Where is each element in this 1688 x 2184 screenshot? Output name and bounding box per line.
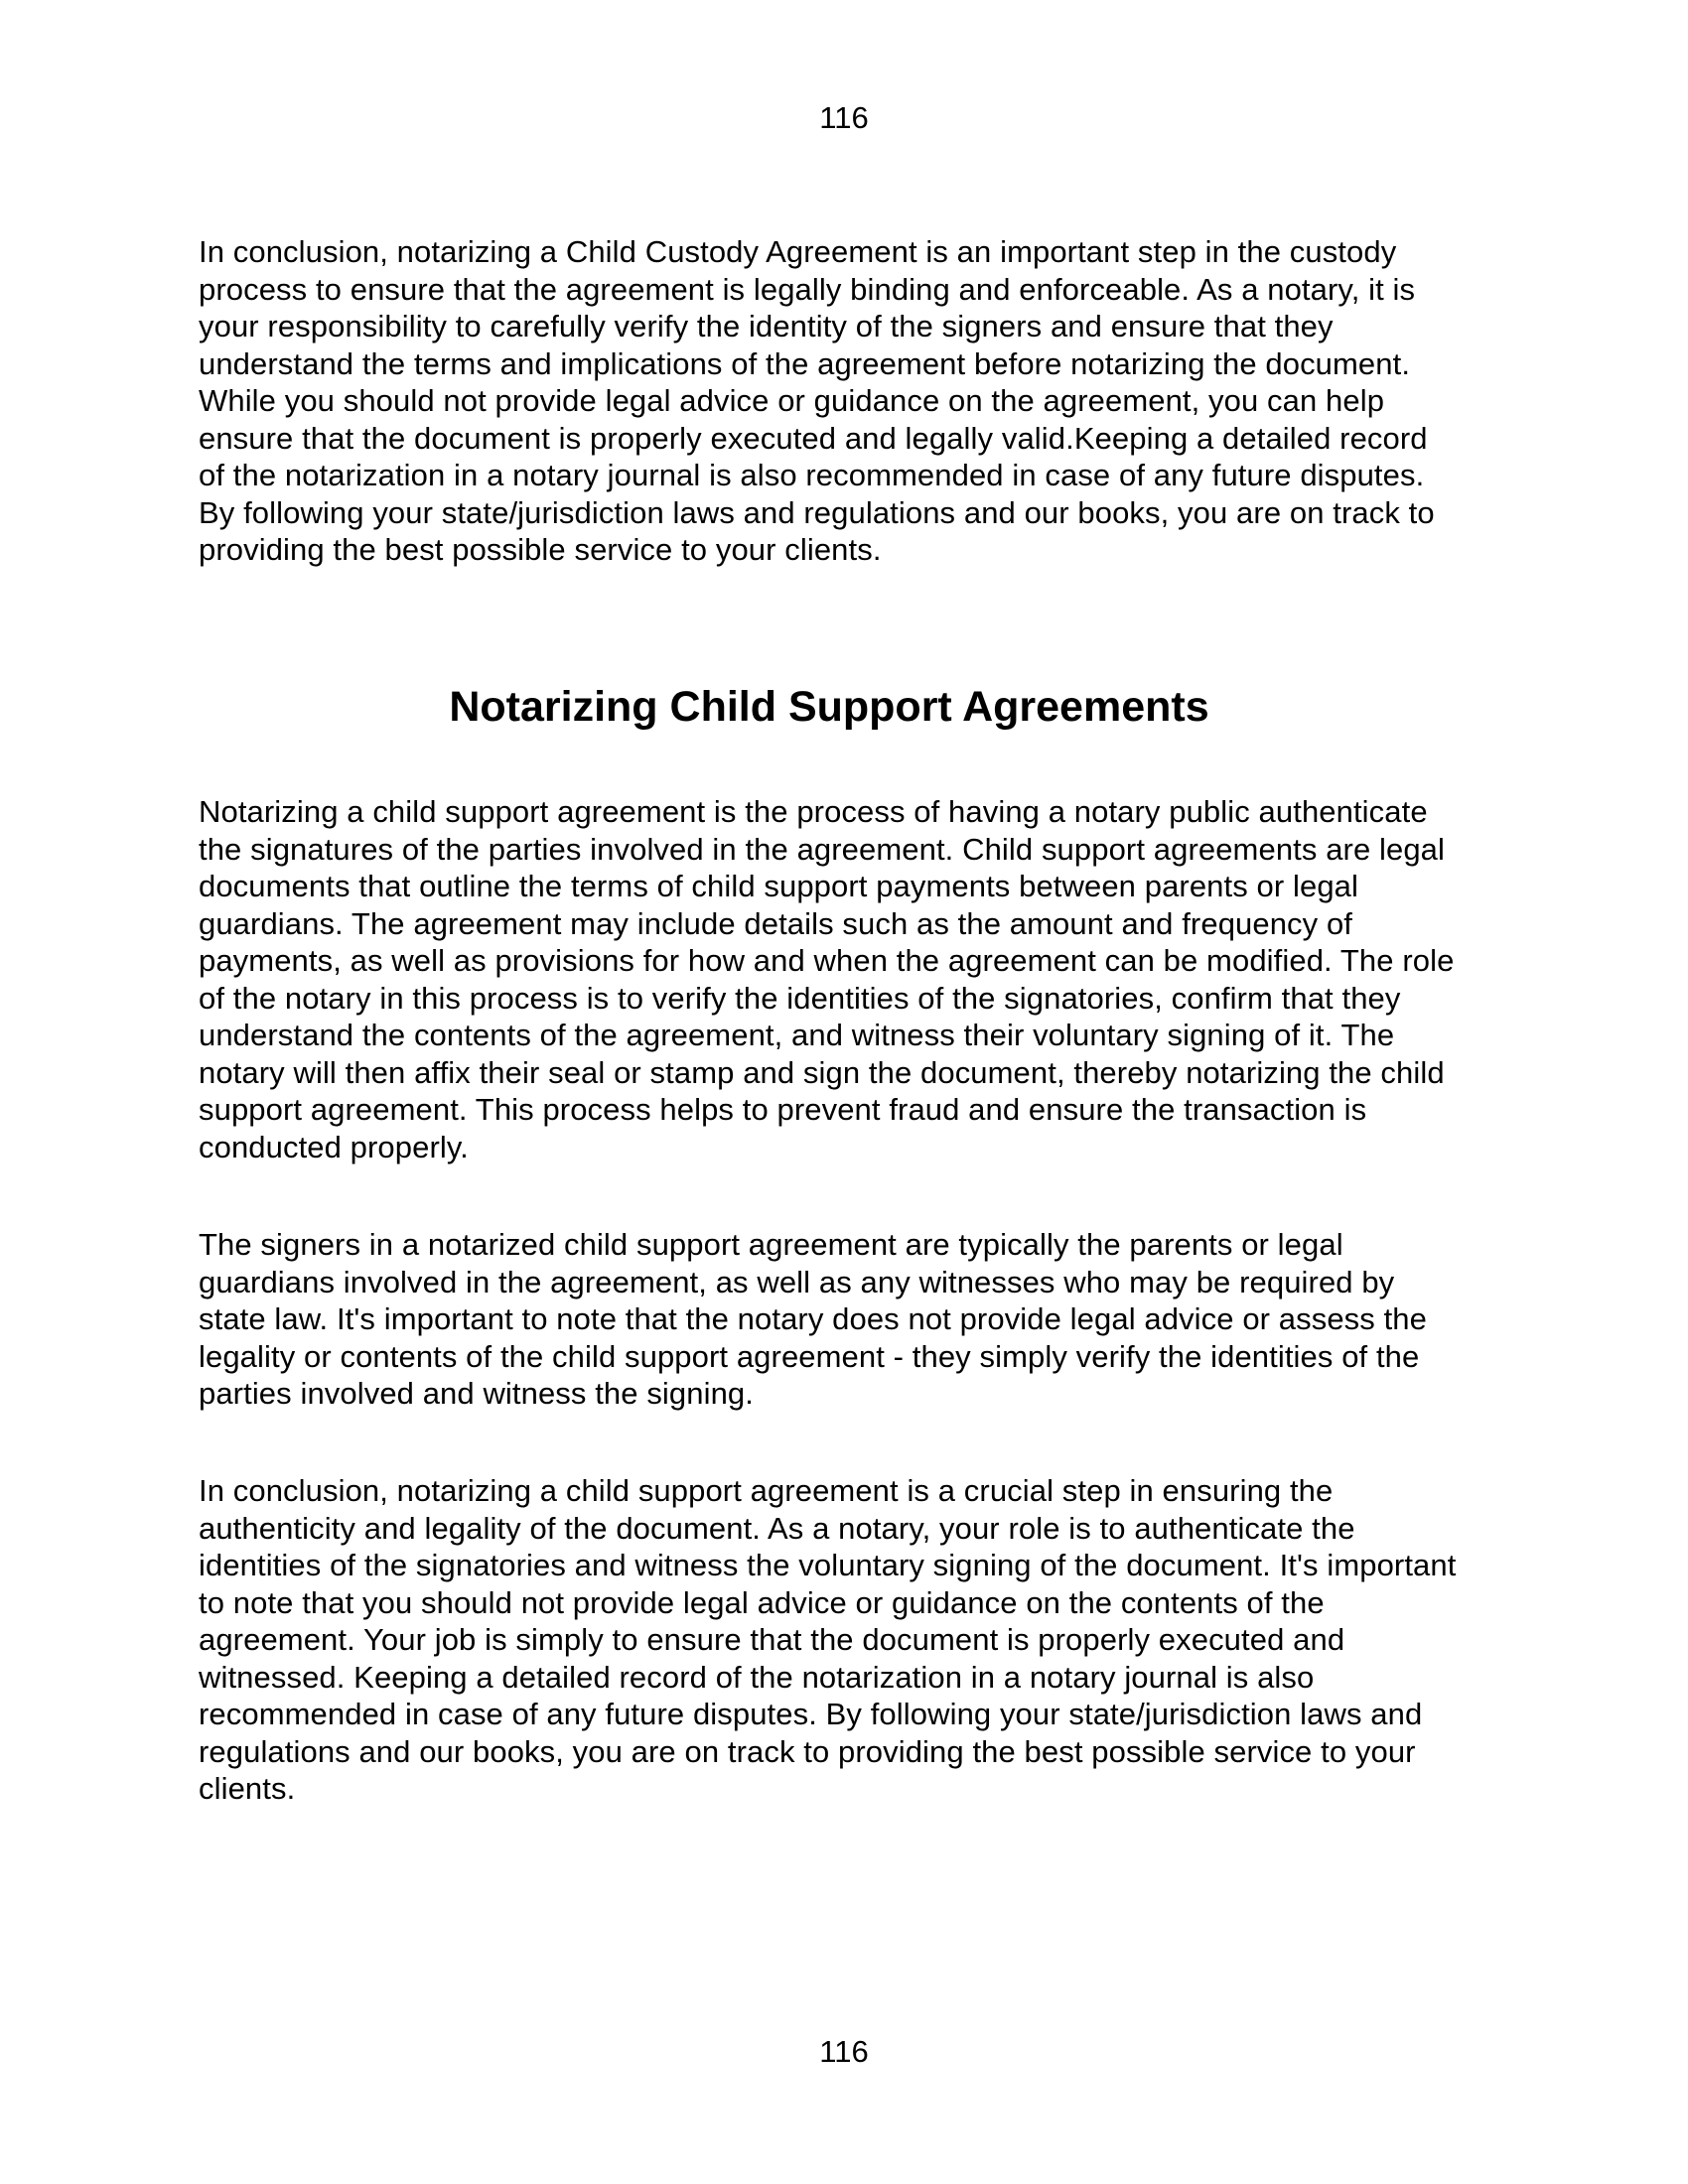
paragraph-custody-conclusion: In conclusion, notarizing a Child Custody Agreement is an important step in the custody process to ensure that the agreement is legally binding and enforceable. As a notary, it is your responsibility to carefully verify the identity of the signers and ensure that they understand the terms and implications of the agreement before notarizing the document. While you should not provide legal advice or guidance on the agreement, you can help ensure that the document is properly executed and legally valid.Keeping a detailed record of the notarization in a notary journal is also recommended in case of any future disputes. By following your state/jurisdiction laws and regulations and our books, you are on track to providing the best possible service to your clients. — [199, 234, 1435, 567]
paragraph-support-conclusion: In conclusion, notarizing a child support agreement is a crucial step in ensuring the authenticity and legality of the document. As a notary, your role is to authenticate the identities of the signatories and witness the voluntary signing of the document. It's important to note that you should not provide legal advice or guidance on the contents of the agreement. Your job is simply to ensure that the document is properly executed and witnessed. Keeping a detailed record of the notarization in a notary journal is also recommended in case of any future disputes. By following your state/jurisdiction laws and regulations and our books, you are on track to providing the best possible service to your clients. — [199, 1473, 1457, 1806]
page-number-top: 116 — [819, 100, 869, 135]
paragraph-support-intro: Notarizing a child support agreement is the process of having a notary public authenticate the signatures of the parties involved in the agreement. Child support agreements are legal documents that outline the terms of child support payments between parents or legal guardians. The agreement may include details such as the amount and frequency of payments, as well as provisions for how and when the agreement can be modified. The role of the notary in this process is to verify the identities of the signatories, confirm that they understand the contents of the agreement, and witness their voluntary signing of it. The notary will then affix their seal or stamp and sign the document, thereby notarizing the child support agreement. This process helps to prevent fraud and ensure the transaction is conducted properly. — [199, 794, 1455, 1164]
paragraph-support-signers: The signers in a notarized child support agreement are typically the parents or legal guardians involved in the agreement, as well as any witnesses who may be required by state law. It's important to note that the notary does not provide legal advice or assess the legality or contents of the child support agreement - they simply verify the identities of the parties involved and witness the signing. — [199, 1227, 1427, 1411]
page-number-bottom: 116 — [819, 2034, 869, 2069]
section-heading: Notarizing Child Support Agreements — [449, 682, 1209, 731]
